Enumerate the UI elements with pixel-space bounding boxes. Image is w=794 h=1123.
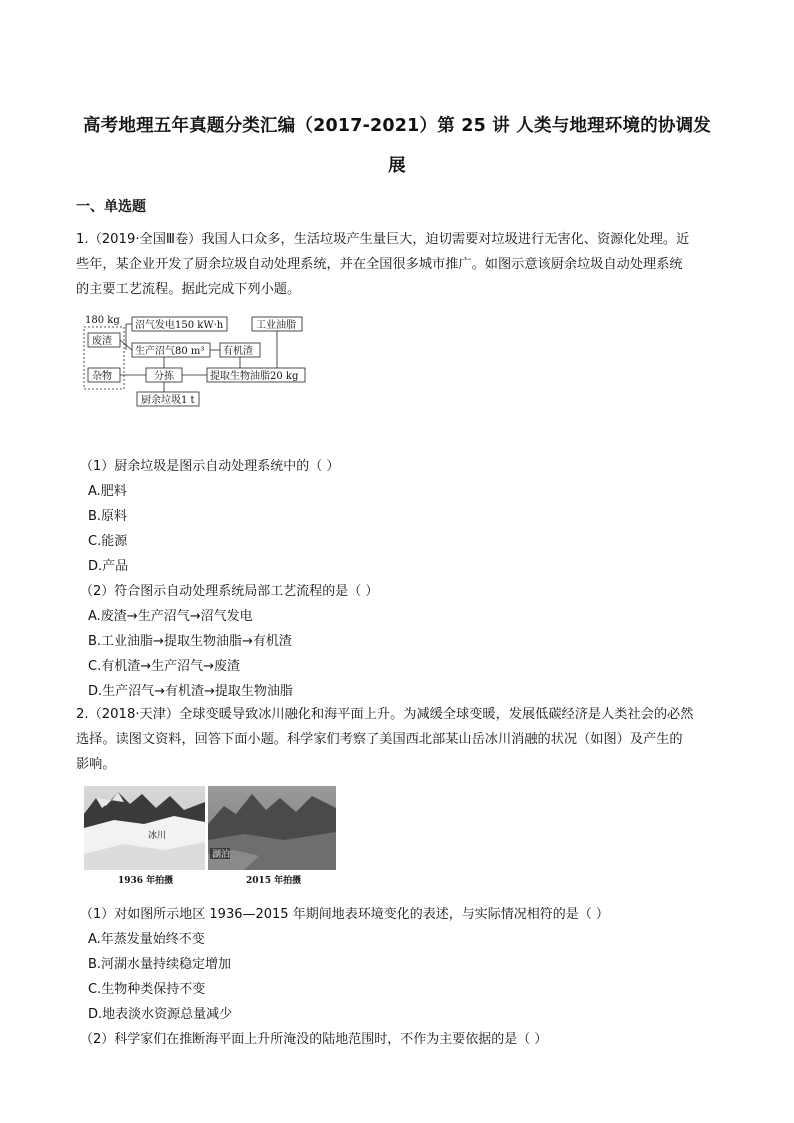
mass-label: 180 kg: [85, 315, 120, 326]
q1-stem-line3: 的主要工艺流程。据此完成下列小题。: [76, 282, 301, 297]
q2-sub1-question: （1）对如图所示地区 1936—2015 年期间地表环境变化的表述，与实际情况相符的是（ ）: [80, 907, 609, 922]
q2-sub1-option-a: A.年蒸发量始终不变: [88, 932, 205, 947]
q1-sub1-option-a: A.肥料: [88, 484, 127, 499]
sundries-label: 杂物: [92, 371, 112, 382]
q1-sub2-option-a: A.废渣→生产沼气→沼气发电: [88, 609, 253, 624]
q1-sub2-option-d: D.生产沼气→有机渣→提取生物油脂: [88, 684, 293, 699]
kitchen-waste-label: 厨余垃圾1 t: [141, 395, 195, 406]
q2-stem-line3: 影响。: [76, 757, 116, 772]
process-flow-diagram: [82, 312, 312, 412]
waste-residue-label: 废渣: [92, 336, 112, 347]
caption-1936: 1936 年拍摄: [118, 876, 174, 886]
biogas-power-label: 沼气发电150 kW·h: [135, 320, 224, 331]
q1-sub1-question: （1）厨余垃圾是图示自动处理系统中的（ ）: [80, 459, 340, 474]
produce-biogas-label: 生产沼气80 m³: [135, 346, 205, 357]
document-title-line1: 高考地理五年真题分类汇编（2017-2021）第 25 讲 人类与地理环境的协调发: [82, 116, 711, 136]
sorting-label: 分拣: [154, 371, 174, 382]
q2-stem-line2: 选择。读图文资料，回答下面小题。科学家们考察了美国西北部某山岳冰川消融的状况（如图）及产生的: [76, 732, 683, 747]
q1-sub2-option-c: C.有机渣→生产沼气→废渣: [88, 659, 240, 674]
q2-stem-line1: 2.（2018·天津）全球变暖导致冰川融化和海平面上升。为减缓全球变暖，发展低碳经济是人类社会的必然: [76, 707, 694, 722]
industrial-grease-label: 工业油脂: [256, 320, 296, 331]
q2-sub1-option-d: D.地表淡水资源总量减少: [88, 1007, 233, 1022]
q1-sub2-option-b: B.工业油脂→提取生物油脂→有机渣: [88, 634, 292, 649]
organic-residue-label: 有机渣: [223, 346, 253, 357]
lake-label: 湖泊: [212, 850, 231, 860]
extract-bio-grease-label: 提取生物油脂20 kg: [210, 371, 299, 382]
glacier-photo-comparison: [84, 784, 336, 888]
photo-1936: [84, 786, 205, 870]
q2-sub1-option-c: C.生物种类保持不变: [88, 982, 206, 997]
q2-sub2-question: （2）科学家们在推断海平面上升所淹没的陆地范围时，不作为主要依据的是（ ）: [80, 1032, 548, 1047]
q1-sub1-option-b: B.原料: [88, 509, 128, 524]
document-title-line2: 展: [388, 156, 406, 176]
q1-stem-line1: 1.（2019·全国Ⅲ卷）我国人口众多，生活垃圾产生量巨大，迫切需要对垃圾进行无害化、资源化处理。近: [76, 232, 690, 247]
section-heading: 一、单选题: [76, 199, 146, 215]
q1-sub2-question: （2）符合图示自动处理系统局部工艺流程的是（ ）: [80, 584, 379, 599]
glacier-label: 冰川: [148, 831, 167, 841]
photo-2015: [208, 786, 336, 870]
q1-sub1-option-c: C.能源: [88, 534, 128, 549]
q1-stem-line2: 些年，某企业开发了厨余垃圾自动处理系统，并在全国很多城市推广。如图示意该厨余垃圾自动处理系统: [76, 257, 683, 272]
q1-sub1-option-d: D.产品: [88, 559, 129, 574]
caption-2015: 2015 年拍摄: [246, 876, 302, 886]
q2-sub1-option-b: B.河湖水量持续稳定增加: [88, 957, 232, 972]
